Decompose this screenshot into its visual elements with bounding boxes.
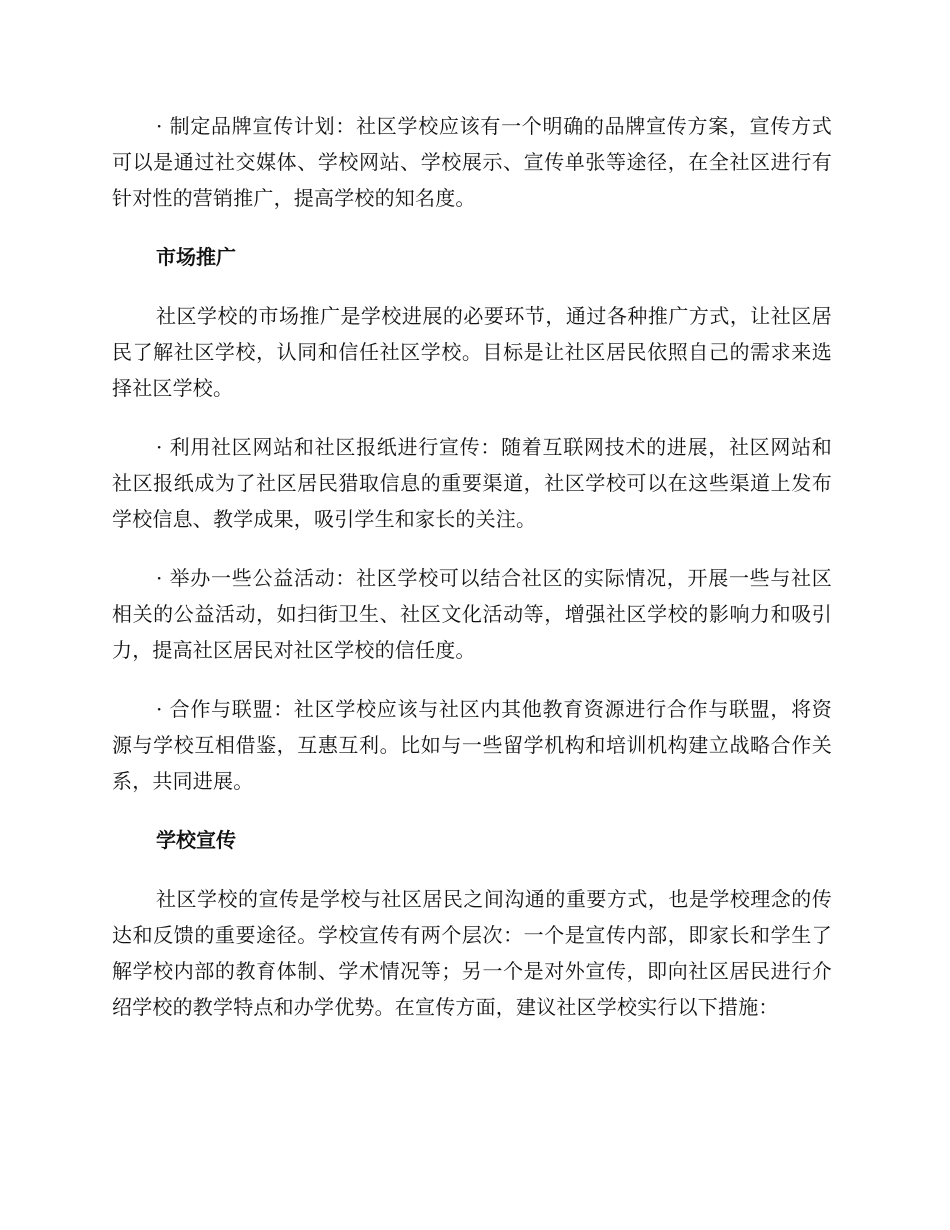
paragraph-school-publicity-intro: 社区学校的宣传是学校与社区居民之间沟通的重要方式，也是学校理念的传达和反馈的重要途径。学校宣传有两个层次：一个是宣传内部，即家长和学生了解学校内部的教育体制、学术情况等；另一个是对外宣传，即向社区居民进行介绍学校的教学特点和办学优势。在宣传方面，建议社区学校实行以下措施： — [112, 887, 832, 1019]
bullet-paragraph-cooperation: · 合作与联盟：社区学校应该与社区内其他教育资源进行合作与联盟，将资源与学校互相借鉴，互惠互利。比如与一些留学机构和培训机构建立战略合作关系，共同进展。 — [112, 697, 832, 793]
section-heading-market-promotion: 市场推广 — [156, 245, 236, 269]
bullet-paragraph-community-media: · 利用社区网站和社区报纸进行宣传：随着互联网技术的进展，社区网站和社区报纸成为了社区居民猎取信息的重要渠道，社区学校可以在这些渠道上发布学校信息、教学成果，吸引学生和家长的关注。 — [112, 435, 832, 531]
bullet-paragraph-brand-plan: · 制定品牌宣传计划：社区学校应该有一个明确的品牌宣传方案，宣传方式可以是通过社交媒体、学校网站、学校展示、宣传单张等途径，在全社区进行有针对性的营销推广，提高学校的知名度。 — [112, 114, 832, 210]
bullet-paragraph-public-activities: · 举办一些公益活动：社区学校可以结合社区的实际情况，开展一些与社区相关的公益活动，如扫街卫生、社区文化活动等，增强社区学校的影响力和吸引力，提高社区居民对社区学校的信任度。 — [112, 566, 832, 662]
section-heading-school-publicity: 学校宣传 — [156, 828, 236, 852]
paragraph-market-promotion-intro: 社区学校的市场推广是学校进展的必要环节，通过各种推广方式，让社区居民了解社区学校，认同和信任社区学校。目标是让社区居民依照自己的需求来选择社区学校。 — [112, 304, 832, 400]
document-page — [112, 108, 832, 1025]
